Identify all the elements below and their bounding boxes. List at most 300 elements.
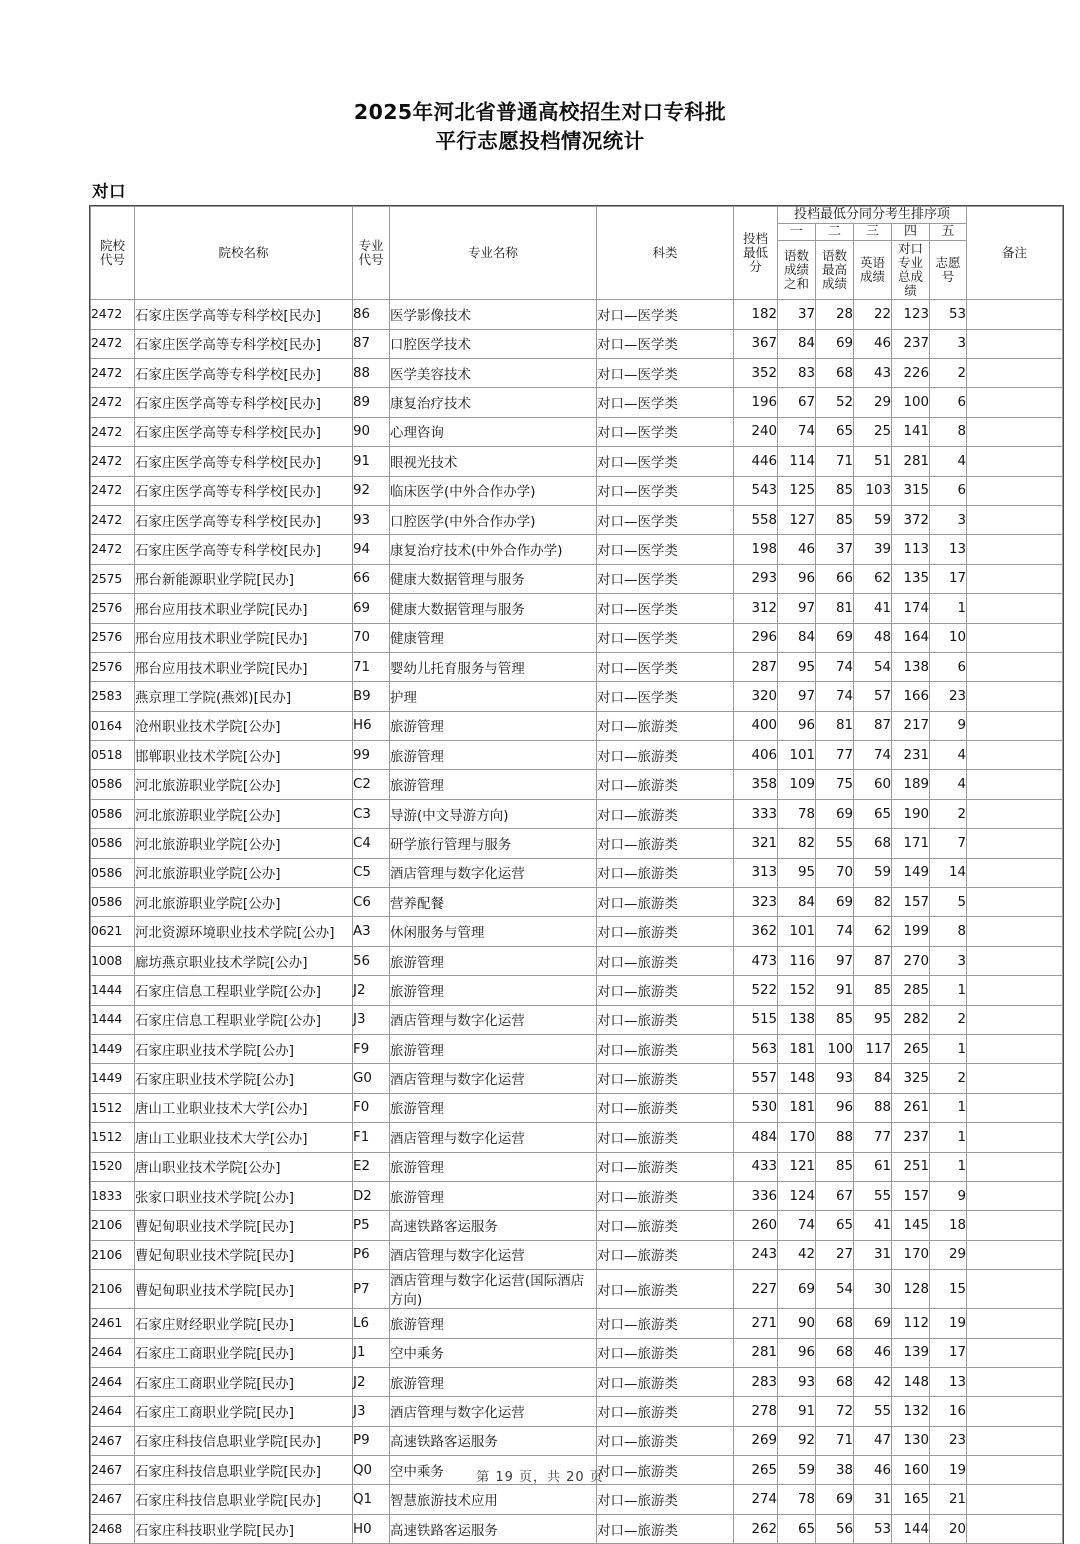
header-category: 科类 xyxy=(597,207,734,300)
cell-rank-4: 251 xyxy=(892,1152,930,1181)
cell-school-code: 2472 xyxy=(91,388,135,417)
cell-major-name: 口腔医学技术 xyxy=(390,329,597,358)
cell-min-score: 260 xyxy=(734,1211,778,1240)
cell-rank-4: 145 xyxy=(892,1211,930,1240)
cell-rank-4: 130 xyxy=(892,1426,930,1455)
table-row xyxy=(91,388,1063,417)
cell-rank-5: 1 xyxy=(930,1034,967,1063)
cell-rank-2: 85 xyxy=(816,1005,854,1034)
cell-rank-1: 67 xyxy=(778,388,816,417)
cell-major-name: 旅游管理 xyxy=(390,1367,597,1396)
cell-rank-4: 281 xyxy=(892,447,930,476)
cell-major-code: P5 xyxy=(353,1211,390,1240)
cell-school-code: 2464 xyxy=(91,1338,135,1367)
cell-rank-3: 61 xyxy=(854,1152,892,1181)
table-row xyxy=(91,1064,1063,1093)
cell-note xyxy=(967,535,1063,564)
cell-category: 对口—旅游类 xyxy=(597,1064,734,1093)
cell-major-name: 健康大数据管理与服务 xyxy=(390,564,597,593)
cell-note xyxy=(967,417,1063,446)
cell-major-code: Q0 xyxy=(353,1456,390,1485)
cell-rank-3: 46 xyxy=(854,1338,892,1367)
table-row xyxy=(91,1270,1063,1309)
cell-rank-1: 84 xyxy=(778,623,816,652)
cell-min-score: 336 xyxy=(734,1181,778,1210)
cell-school-code: 0586 xyxy=(91,829,135,858)
cell-rank-5: 21 xyxy=(930,1485,967,1514)
cell-rank-5: 17 xyxy=(930,564,967,593)
cell-rank-5: 13 xyxy=(930,535,967,564)
cell-rank-1: 96 xyxy=(778,564,816,593)
cell-rank-2: 71 xyxy=(816,1426,854,1455)
cell-school-name: 邢台应用技术职业学院[民办] xyxy=(135,652,353,681)
cell-rank-5: 10 xyxy=(930,623,967,652)
cell-rank-2: 85 xyxy=(816,1152,854,1181)
cell-major-code: 91 xyxy=(353,447,390,476)
table-row xyxy=(91,1093,1063,1122)
cell-major-code: Q1 xyxy=(353,1485,390,1514)
cell-category: 对口—旅游类 xyxy=(597,1034,734,1063)
cell-major-code: C4 xyxy=(353,829,390,858)
cell-major-name: 研学旅行管理与服务 xyxy=(390,829,597,858)
cell-major-name: 旅游管理 xyxy=(390,946,597,975)
cell-rank-5: 2 xyxy=(930,1005,967,1034)
cell-major-code: J2 xyxy=(353,976,390,1005)
cell-rank-4: 138 xyxy=(892,652,930,681)
cell-school-name: 河北旅游职业学院[公办] xyxy=(135,770,353,799)
cell-rank-5: 17 xyxy=(930,1338,967,1367)
table-body xyxy=(91,300,1063,1544)
header-major-code: 专业 代号 xyxy=(353,207,390,300)
table-row xyxy=(91,711,1063,740)
cell-school-code: 0586 xyxy=(91,888,135,917)
cell-note xyxy=(967,329,1063,358)
cell-rank-4: 165 xyxy=(892,1485,930,1514)
cell-school-name: 石家庄信息工程职业学院[公办] xyxy=(135,976,353,1005)
cell-school-code: 2106 xyxy=(91,1211,135,1240)
cell-note xyxy=(967,564,1063,593)
cell-rank-1: 91 xyxy=(778,1397,816,1426)
cell-major-code: A3 xyxy=(353,917,390,946)
cell-rank-3: 74 xyxy=(854,741,892,770)
header-min-score: 投档 最低 分 xyxy=(734,207,778,300)
table-row xyxy=(91,623,1063,652)
cell-min-score: 367 xyxy=(734,329,778,358)
cell-min-score: 563 xyxy=(734,1034,778,1063)
cell-rank-3: 39 xyxy=(854,535,892,564)
cell-category: 对口—医学类 xyxy=(597,388,734,417)
cell-category: 对口—医学类 xyxy=(597,623,734,652)
cell-note xyxy=(967,682,1063,711)
table-row xyxy=(91,505,1063,534)
cell-major-code: 94 xyxy=(353,535,390,564)
cell-school-code: 2106 xyxy=(91,1270,135,1309)
cell-major-code: P7 xyxy=(353,1270,390,1309)
cell-min-score: 293 xyxy=(734,564,778,593)
cell-min-score: 281 xyxy=(734,1338,778,1367)
cell-major-name: 口腔医学(中外合作办学) xyxy=(390,505,597,534)
cell-school-name: 石家庄医学高等专科学校[民办] xyxy=(135,447,353,476)
cell-rank-4: 265 xyxy=(892,1034,930,1063)
cell-rank-5: 1 xyxy=(930,1152,967,1181)
cell-rank-4: 149 xyxy=(892,858,930,887)
cell-rank-1: 74 xyxy=(778,417,816,446)
cell-major-name: 旅游管理 xyxy=(390,1181,597,1210)
table-row xyxy=(91,447,1063,476)
cell-note xyxy=(967,711,1063,740)
admission-scores-table xyxy=(90,206,1063,1544)
table-row xyxy=(91,652,1063,681)
cell-min-score: 484 xyxy=(734,1123,778,1152)
cell-rank-1: 181 xyxy=(778,1034,816,1063)
cell-major-name: 医学影像技术 xyxy=(390,300,597,329)
cell-school-code: 1512 xyxy=(91,1123,135,1152)
cell-school-code: 2472 xyxy=(91,476,135,505)
cell-category: 对口—医学类 xyxy=(597,594,734,623)
cell-rank-5: 4 xyxy=(930,447,967,476)
cell-note xyxy=(967,1514,1063,1543)
cell-min-score: 406 xyxy=(734,741,778,770)
cell-min-score: 262 xyxy=(734,1514,778,1543)
page-title-line1: 2025年河北省普通高校招生对口专科批 xyxy=(353,100,727,124)
cell-min-score: 530 xyxy=(734,1093,778,1122)
cell-rank-5: 20 xyxy=(930,1514,967,1543)
cell-rank-5: 1 xyxy=(930,1123,967,1152)
cell-rank-1: 95 xyxy=(778,652,816,681)
cell-min-score: 333 xyxy=(734,799,778,828)
cell-category: 对口—医学类 xyxy=(597,476,734,505)
cell-rank-2: 77 xyxy=(816,741,854,770)
cell-school-code: 2472 xyxy=(91,447,135,476)
cell-school-code: 1512 xyxy=(91,1093,135,1122)
cell-rank-5: 1 xyxy=(930,1093,967,1122)
cell-school-name: 石家庄工商职业学院[民办] xyxy=(135,1367,353,1396)
cell-school-name: 河北旅游职业学院[公办] xyxy=(135,829,353,858)
cell-school-name: 河北旅游职业学院[公办] xyxy=(135,858,353,887)
cell-rank-1: 125 xyxy=(778,476,816,505)
cell-min-score: 287 xyxy=(734,652,778,681)
table-row xyxy=(91,1240,1063,1269)
cell-rank-5: 2 xyxy=(930,799,967,828)
cell-rank-3: 117 xyxy=(854,1034,892,1063)
cell-rank-2: 91 xyxy=(816,976,854,1005)
cell-school-name: 石家庄财经职业学院[民办] xyxy=(135,1309,353,1338)
cell-category: 对口—旅游类 xyxy=(597,1514,734,1543)
cell-school-name: 河北旅游职业学院[公办] xyxy=(135,888,353,917)
cell-school-name: 石家庄医学高等专科学校[民办] xyxy=(135,535,353,564)
cell-rank-1: 114 xyxy=(778,447,816,476)
cell-school-code: 1444 xyxy=(91,1005,135,1034)
cell-major-name: 营养配餐 xyxy=(390,888,597,917)
cell-major-code: H0 xyxy=(353,1514,390,1543)
cell-note xyxy=(967,1181,1063,1210)
cell-rank-3: 103 xyxy=(854,476,892,505)
cell-major-code: 90 xyxy=(353,417,390,446)
cell-note xyxy=(967,1034,1063,1063)
cell-rank-4: 170 xyxy=(892,1240,930,1269)
cell-rank-1: 83 xyxy=(778,359,816,388)
cell-school-name: 石家庄医学高等专科学校[民办] xyxy=(135,505,353,534)
cell-school-code: 0621 xyxy=(91,917,135,946)
cell-major-code: P6 xyxy=(353,1240,390,1269)
cell-note xyxy=(967,829,1063,858)
table-row xyxy=(91,741,1063,770)
cell-school-code: 1449 xyxy=(91,1064,135,1093)
cell-rank-5: 2 xyxy=(930,359,967,388)
cell-major-name: 健康管理 xyxy=(390,623,597,652)
cell-min-score: 358 xyxy=(734,770,778,799)
cell-rank-4: 190 xyxy=(892,799,930,828)
cell-school-name: 曹妃甸职业技术学院[民办] xyxy=(135,1211,353,1240)
cell-rank-2: 97 xyxy=(816,946,854,975)
cell-rank-4: 128 xyxy=(892,1270,930,1309)
cell-rank-3: 31 xyxy=(854,1240,892,1269)
cell-note xyxy=(967,1338,1063,1367)
cell-school-name: 邢台应用技术职业学院[民办] xyxy=(135,594,353,623)
cell-school-code: 1520 xyxy=(91,1152,135,1181)
cell-major-code: F1 xyxy=(353,1123,390,1152)
cell-note xyxy=(967,1240,1063,1269)
cell-major-name: 空中乘务 xyxy=(390,1338,597,1367)
cell-note xyxy=(967,888,1063,917)
cell-school-code: 2467 xyxy=(91,1456,135,1485)
cell-rank-3: 48 xyxy=(854,623,892,652)
cell-category: 对口—旅游类 xyxy=(597,1093,734,1122)
cell-rank-2: 81 xyxy=(816,711,854,740)
cell-school-code: 2576 xyxy=(91,623,135,652)
cell-rank-3: 84 xyxy=(854,1064,892,1093)
cell-min-score: 283 xyxy=(734,1367,778,1396)
table-row xyxy=(91,1005,1063,1034)
cell-school-name: 石家庄工商职业学院[民办] xyxy=(135,1397,353,1426)
cell-major-name: 旅游管理 xyxy=(390,1309,597,1338)
cell-rank-3: 42 xyxy=(854,1367,892,1396)
cell-school-name: 唐山工业职业技术大学[公办] xyxy=(135,1093,353,1122)
cell-rank-3: 95 xyxy=(854,1005,892,1034)
cell-rank-2: 93 xyxy=(816,1064,854,1093)
cell-rank-5: 8 xyxy=(930,417,967,446)
cell-rank-1: 82 xyxy=(778,829,816,858)
cell-rank-2: 37 xyxy=(816,535,854,564)
cell-note xyxy=(967,741,1063,770)
cell-rank-1: 95 xyxy=(778,858,816,887)
cell-category: 对口—旅游类 xyxy=(597,829,734,858)
cell-school-code: 2472 xyxy=(91,359,135,388)
cell-rank-3: 30 xyxy=(854,1270,892,1309)
cell-major-code: 93 xyxy=(353,505,390,534)
cell-major-code: 71 xyxy=(353,652,390,681)
cell-rank-5: 6 xyxy=(930,476,967,505)
cell-min-score: 182 xyxy=(734,300,778,329)
cell-rank-1: 84 xyxy=(778,888,816,917)
cell-rank-5: 5 xyxy=(930,888,967,917)
cell-rank-4: 171 xyxy=(892,829,930,858)
cell-rank-2: 68 xyxy=(816,1309,854,1338)
cell-major-name: 智慧旅游技术应用 xyxy=(390,1485,597,1514)
header-sub-choice-number: 志愿 号 xyxy=(930,241,967,300)
page-footer: 第 19 页，共 20 页 xyxy=(476,1470,604,1485)
table-row xyxy=(91,535,1063,564)
cell-rank-4: 237 xyxy=(892,1123,930,1152)
cell-school-code: 2467 xyxy=(91,1485,135,1514)
cell-school-code: 2575 xyxy=(91,564,135,593)
cell-note xyxy=(967,976,1063,1005)
cell-note xyxy=(967,623,1063,652)
cell-category: 对口—旅游类 xyxy=(597,1152,734,1181)
cell-category: 对口—旅游类 xyxy=(597,1456,734,1485)
cell-major-name: 酒店管理与数字化运营 xyxy=(390,1005,597,1034)
cell-rank-1: 116 xyxy=(778,946,816,975)
cell-major-name: 旅游管理 xyxy=(390,1034,597,1063)
cell-min-score: 446 xyxy=(734,447,778,476)
cell-rank-3: 87 xyxy=(854,946,892,975)
cell-school-code: 2583 xyxy=(91,682,135,711)
cell-rank-5: 14 xyxy=(930,858,967,887)
cell-note xyxy=(967,1152,1063,1181)
cell-category: 对口—旅游类 xyxy=(597,799,734,828)
table-row xyxy=(91,1152,1063,1181)
cell-rank-4: 237 xyxy=(892,329,930,358)
cell-major-code: 89 xyxy=(353,388,390,417)
cell-rank-2: 81 xyxy=(816,594,854,623)
cell-note xyxy=(967,476,1063,505)
cell-major-name: 医学美容技术 xyxy=(390,359,597,388)
cell-major-name: 旅游管理 xyxy=(390,711,597,740)
cell-min-score: 433 xyxy=(734,1152,778,1181)
table-row xyxy=(91,564,1063,593)
cell-major-code: J3 xyxy=(353,1005,390,1034)
cell-min-score: 515 xyxy=(734,1005,778,1034)
cell-note xyxy=(967,447,1063,476)
cell-major-code: F9 xyxy=(353,1034,390,1063)
table-row xyxy=(91,1426,1063,1455)
cell-rank-1: 181 xyxy=(778,1093,816,1122)
cell-major-name: 旅游管理 xyxy=(390,1093,597,1122)
cell-school-name: 石家庄职业技术学院[公办] xyxy=(135,1064,353,1093)
header-sub-english: 英语 成绩 xyxy=(854,241,892,300)
cell-min-score: 313 xyxy=(734,858,778,887)
cell-school-name: 石家庄医学高等专科学校[民办] xyxy=(135,329,353,358)
cell-major-name: 酒店管理与数字化运营 xyxy=(390,1064,597,1093)
cell-category: 对口—旅游类 xyxy=(597,1426,734,1455)
cell-rank-3: 51 xyxy=(854,447,892,476)
cell-rank-4: 199 xyxy=(892,917,930,946)
cell-rank-2: 69 xyxy=(816,623,854,652)
cell-rank-2: 55 xyxy=(816,829,854,858)
cell-rank-2: 100 xyxy=(816,1034,854,1063)
cell-major-code: P9 xyxy=(353,1426,390,1455)
cell-min-score: 543 xyxy=(734,476,778,505)
cell-rank-1: 93 xyxy=(778,1367,816,1396)
cell-major-name: 空中乘务 xyxy=(390,1456,597,1485)
cell-school-name: 沧州职业技术学院[公办] xyxy=(135,711,353,740)
cell-rank-1: 109 xyxy=(778,770,816,799)
cell-note xyxy=(967,1367,1063,1396)
cell-major-code: 69 xyxy=(353,594,390,623)
header-school-code: 院校 代号 xyxy=(91,207,135,300)
cell-rank-3: 55 xyxy=(854,1397,892,1426)
table-row xyxy=(91,1338,1063,1367)
cell-rank-1: 97 xyxy=(778,594,816,623)
cell-category: 对口—旅游类 xyxy=(597,1211,734,1240)
cell-rank-2: 27 xyxy=(816,1240,854,1269)
cell-min-score: 362 xyxy=(734,917,778,946)
table-row xyxy=(91,946,1063,975)
cell-rank-3: 60 xyxy=(854,770,892,799)
table-row xyxy=(91,1397,1063,1426)
cell-school-name: 邢台应用技术职业学院[民办] xyxy=(135,623,353,652)
cell-school-name: 石家庄工商职业学院[民办] xyxy=(135,1338,353,1367)
header-school-name: 院校名称 xyxy=(135,207,353,300)
cell-school-name: 石家庄职业技术学院[公办] xyxy=(135,1034,353,1063)
cell-rank-2: 85 xyxy=(816,505,854,534)
cell-rank-2: 72 xyxy=(816,1397,854,1426)
cell-rank-1: 96 xyxy=(778,711,816,740)
cell-rank-5: 1 xyxy=(930,976,967,1005)
cell-rank-2: 56 xyxy=(816,1514,854,1543)
cell-major-code: L6 xyxy=(353,1309,390,1338)
cell-rank-4: 157 xyxy=(892,1181,930,1210)
cell-rank-1: 127 xyxy=(778,505,816,534)
cell-major-code: 87 xyxy=(353,329,390,358)
cell-rank-3: 87 xyxy=(854,711,892,740)
cell-school-code: 1008 xyxy=(91,946,135,975)
cell-school-name: 石家庄医学高等专科学校[民办] xyxy=(135,388,353,417)
table-row xyxy=(91,1514,1063,1543)
cell-rank-1: 65 xyxy=(778,1514,816,1543)
cell-rank-4: 148 xyxy=(892,1367,930,1396)
table-header xyxy=(91,207,1063,300)
table-row xyxy=(91,770,1063,799)
cell-category: 对口—旅游类 xyxy=(597,1338,734,1367)
cell-rank-4: 100 xyxy=(892,388,930,417)
table-row xyxy=(91,300,1063,329)
cell-min-score: 522 xyxy=(734,976,778,1005)
cell-rank-2: 66 xyxy=(816,564,854,593)
cell-major-name: 酒店管理与数字化运营 xyxy=(390,1397,597,1426)
cell-note xyxy=(967,505,1063,534)
cell-major-name: 临床医学(中外合作办学) xyxy=(390,476,597,505)
cell-rank-5: 2 xyxy=(930,1064,967,1093)
cell-rank-3: 31 xyxy=(854,1485,892,1514)
cell-school-code: 2464 xyxy=(91,1397,135,1426)
cell-major-name: 旅游管理 xyxy=(390,770,597,799)
cell-major-code: 66 xyxy=(353,564,390,593)
cell-category: 对口—医学类 xyxy=(597,535,734,564)
cell-major-code: B9 xyxy=(353,682,390,711)
cell-category: 对口—旅游类 xyxy=(597,741,734,770)
cell-note xyxy=(967,652,1063,681)
table-row xyxy=(91,1181,1063,1210)
cell-school-name: 河北旅游职业学院[公办] xyxy=(135,799,353,828)
cell-rank-1: 170 xyxy=(778,1123,816,1152)
cell-rank-1: 59 xyxy=(778,1456,816,1485)
cell-rank-4: 315 xyxy=(892,476,930,505)
cell-rank-2: 67 xyxy=(816,1181,854,1210)
cell-rank-5: 53 xyxy=(930,300,967,329)
cell-note xyxy=(967,1005,1063,1034)
cell-rank-1: 97 xyxy=(778,682,816,711)
table-row xyxy=(91,1211,1063,1240)
cell-major-name: 眼视光技术 xyxy=(390,447,597,476)
cell-rank-2: 75 xyxy=(816,770,854,799)
cell-school-name: 石家庄科技信息职业学院[民办] xyxy=(135,1426,353,1455)
cell-rank-1: 138 xyxy=(778,1005,816,1034)
cell-rank-5: 9 xyxy=(930,711,967,740)
cell-school-code: 0586 xyxy=(91,799,135,828)
cell-note xyxy=(967,770,1063,799)
cell-rank-4: 189 xyxy=(892,770,930,799)
